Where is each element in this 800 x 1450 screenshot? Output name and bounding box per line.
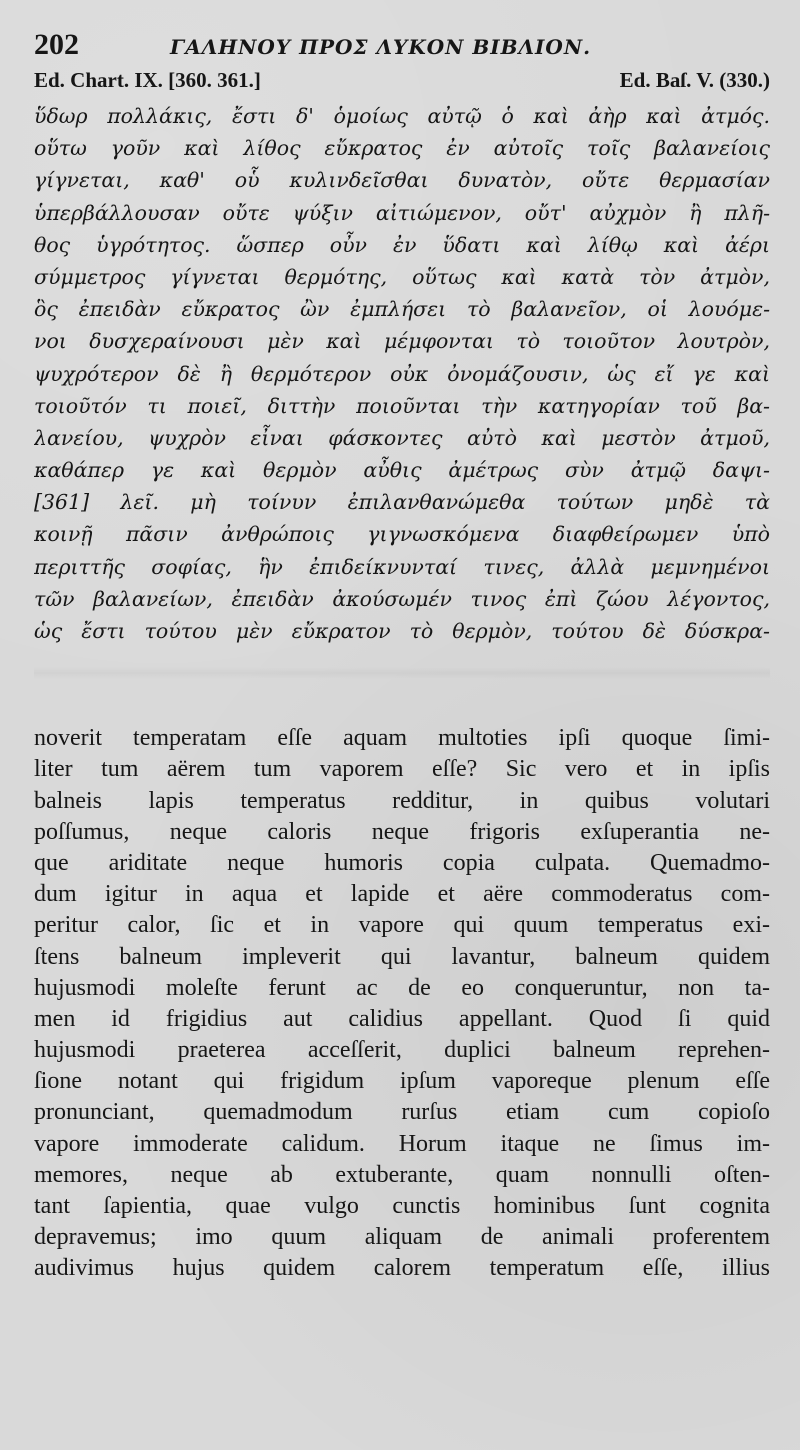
latin-line: pronunciant, quemadmodum rurſus etiam cum copioſo: [34, 1099, 770, 1126]
greek-line: νοι δυσχεραίνουσι μὲν καὶ μέμφονται τὸ τοιοῦτον λουτρὸν,: [34, 329, 770, 354]
greek-line: ψυχρότερον δὲ ἢ θερμότερον οὐκ ὀνομάζουσιν, ὡς εἴ γε καὶ: [34, 361, 770, 386]
latin-line: memores, neque ab extuberante, quam nonnulli oſten-: [34, 1161, 770, 1188]
greek-line: ὡς ἔστι τούτου μὲν εὔκρατον τὸ θερμὸν, τούτου δὲ δύσκρα-: [34, 619, 770, 643]
latin-line: liter tum aërem tum vaporem eſſe? Sic vero et in ipſis: [34, 756, 770, 783]
latin-line: balneis lapis temperatus redditur, in quibus volutari: [34, 787, 770, 814]
greek-line: καθάπερ γε καὶ θερμὸν αὖθις ἀμέτρως σὺν ἀτμῷ δαψι-: [34, 458, 770, 483]
greek-line: οὕτω γοῦν καὶ λίθος εὔκρατος ἐν αὐτοῖς τοῖς βαλανείοις: [34, 136, 770, 161]
latin-line: vapore immoderate calidum. Horum itaque ne ſimus im-: [34, 1130, 770, 1157]
greek-line: σύμμετρος γίγνεται θερμότης, οὕτως καὶ κατὰ τὸν ἀτμὸν,: [34, 264, 770, 289]
latin-line: hujusmodi praeterea acceſſerit, duplici balneum reprehen-: [34, 1037, 770, 1064]
latin-line: depravemus; imo quum aliquam de animali proferentem: [34, 1224, 770, 1251]
greek-line: τοιοῦτόν τι ποιεῖ, διττὴν ποιοῦνται τὴν κατηγορίαν τοῦ βα-: [34, 393, 770, 418]
greek-line: τῶν βαλανείων, ἐπειδὰν ἀκούσωμέν τινος ἐπὶ ζώου λέγοντος,: [34, 586, 770, 611]
latin-line: audivimus hujus quidem calorem temperatum eſſe, illius: [34, 1255, 770, 1282]
latin-line: hujusmodi moleſte ferunt ac de eo conqueruntur, non ta-: [34, 974, 770, 1001]
latin-text-block: [34, 723, 770, 1284]
greek-text-block: [34, 100, 770, 647]
latin-line: peritur calor, ſic et in vapore qui quum temperatus exi-: [34, 912, 770, 939]
running-title: ΓΑΛΗΝΟΥ ΠΡΟΣ ΛΥΚΟΝ ΒΙΒΛΙΟΝ.: [170, 35, 592, 59]
page-header: [34, 28, 770, 64]
latin-line: dum igitur in aqua et lapide et aëre commoderatus com-: [34, 881, 770, 908]
latin-line: poſſumus, neque caloris neque frigoris exſuperantia ne-: [34, 818, 770, 845]
greek-line: ὕδωρ πολλάκις, ἔστι δ' ὁμοίως αὐτῷ ὁ καὶ ἀὴρ καὶ ἀτμός.: [34, 104, 770, 128]
show-through-line: [34, 651, 770, 691]
edition-references: [34, 68, 770, 96]
greek-line: ὃς ἐπειδὰν εὔκρατος ὢν ἐμπλήσει τὸ βαλανεῖον, οἱ λουόμε-: [34, 297, 770, 322]
greek-line: ὑπερβάλλουσαν οὔτε ψύξιν αἰτιώμενον, οὔτ' αὐχμὸν ἢ πλῆ-: [34, 200, 770, 225]
latin-line: noverit temperatam eſſe aquam multoties ipſi quoque ſimi-: [34, 725, 770, 752]
greek-line: λανείου, ψυχρὸν εἶναι φάσκοντες αὐτὸ καὶ μεστὸν ἀτμοῦ,: [34, 425, 770, 450]
latin-line: ſtens balneum impleverit qui lavantur, balneum quidem: [34, 943, 770, 970]
greek-line: κοινῇ πᾶσιν ἀνθρώποις γιγνωσκόμενα διαφθείρωμεν ὑπὸ: [34, 522, 770, 547]
edition-basel-ref: Ed. Baſ. V. (330.): [619, 68, 770, 92]
latin-line: ſione notant qui frigidum ipſum vaporeque plenum eſſe: [34, 1068, 770, 1095]
latin-line: tant ſapientia, quae vulgo cunctis hominibus ſunt cognita: [34, 1193, 770, 1219]
greek-line: θος ὑγρότητος. ὥσπερ οὖν ἐν ὕδατι καὶ λίθῳ καὶ ἀέρι: [34, 232, 770, 257]
greek-line: γίγνεται, καθ' οὗ κυλινδεῖσθαι δυνατὸν, οὔτε θερμασίαν: [34, 168, 770, 193]
latin-line: men id frigidius aut calidius appellant. Quod ſi quid: [34, 1005, 770, 1032]
greek-line: [361] λεῖ. μὴ τοίνυν ἐπιλανθανώμεθα τούτων μηδὲ τὰ: [34, 490, 770, 515]
page-number: 202: [34, 28, 79, 61]
greek-line: περιττῆς σοφίας, ἣν ἐπιδείκνυνταί τινες, ἀλλὰ μεμνημένοι: [34, 554, 770, 579]
latin-line: que ariditate neque humoris copia culpata. Quemadmo-: [34, 849, 770, 876]
edition-chartier-ref: Ed. Chart. IX. [360. 361.]: [34, 68, 261, 92]
